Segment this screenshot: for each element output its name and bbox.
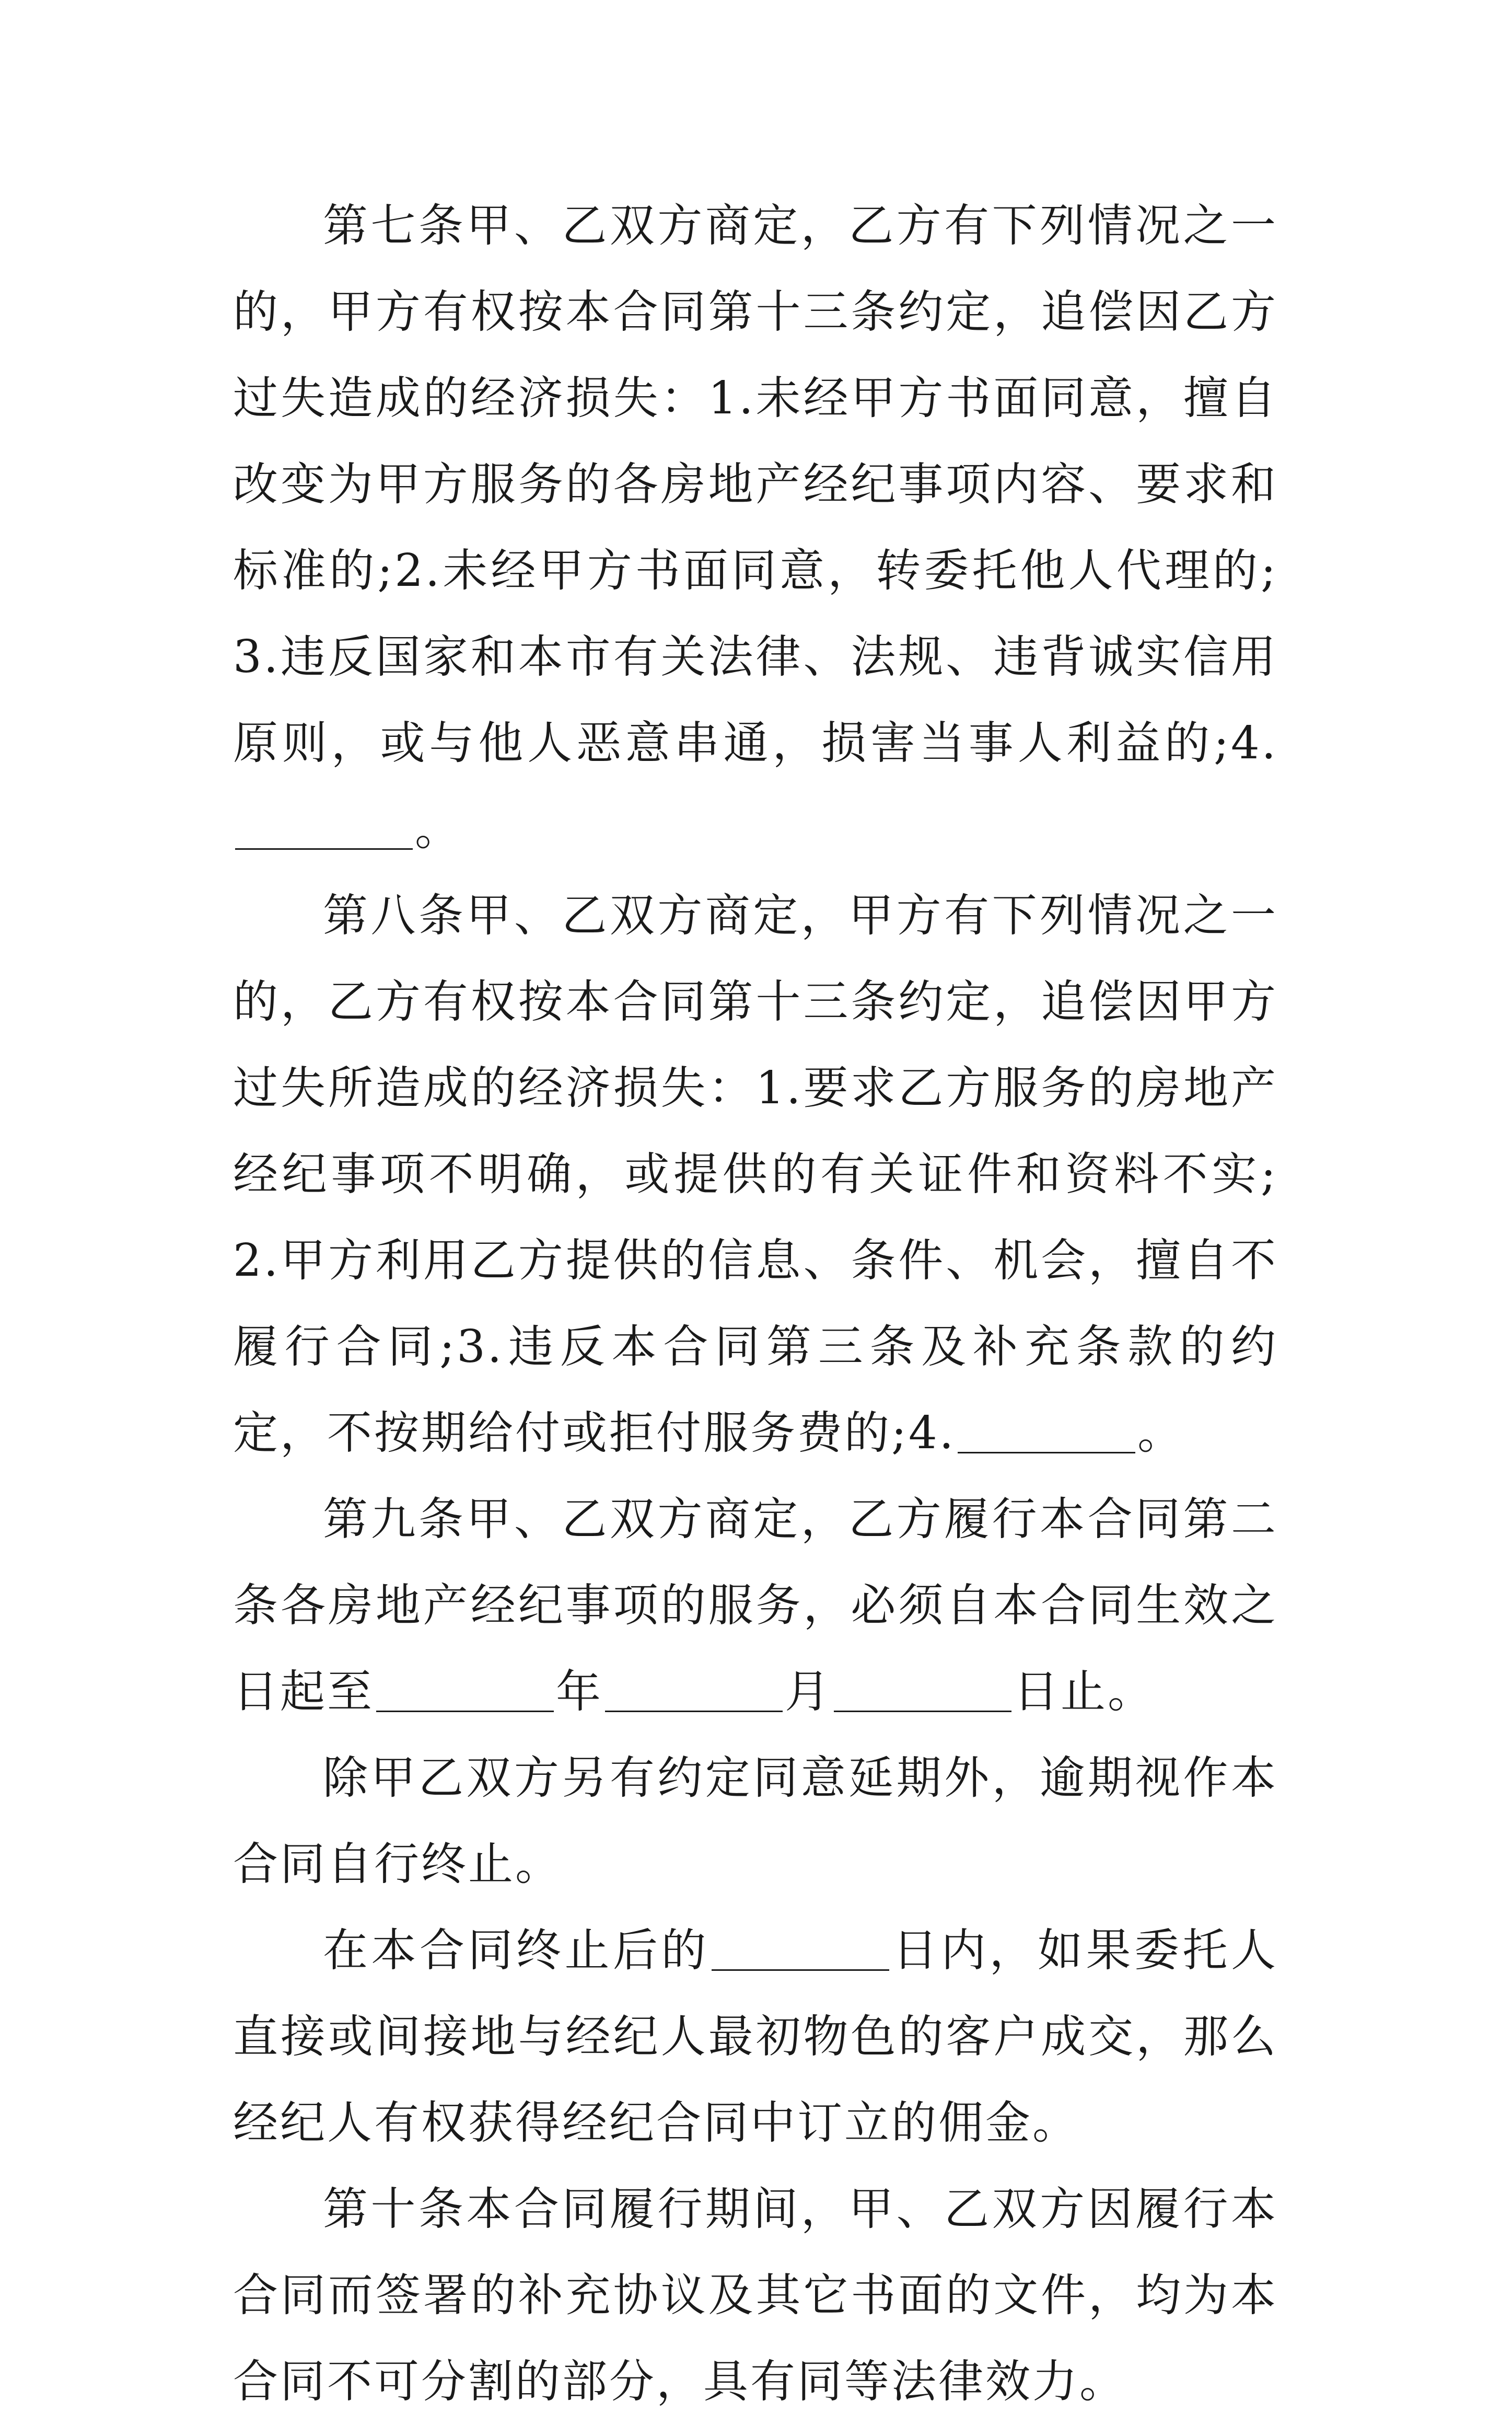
contract-body	[233, 183, 1278, 2425]
commission-paragraph	[233, 1908, 1278, 2166]
article-8-text: 第八条甲、乙双方商定，甲方有下列情况之一的，乙方有权按本合同第十三条约定，追偿因甲方过失所造成的经济损失：1.要求乙方服务的房地产经纪事项不明确，或提供的有关证件和资料不实;2.甲方利用乙方提供的信息、条件、机会，擅自不履行合同;3.违反本合同第三条及补充条款的约定，不按期给付或拒付服务费的;4.	[233, 890, 1278, 1459]
month-blank	[605, 1666, 783, 1712]
commission-text-before: 在本合同终止后的	[323, 1924, 710, 1977]
article-10-text: 第十条本合同履行期间，甲、乙双方因履行本合同而签署的补充协议及其它书面的文件，均为本合同不可分割的部分，具有同等法律效力。	[233, 2183, 1278, 2408]
article-8-paragraph	[233, 873, 1278, 1476]
fill-in-blank	[958, 1407, 1135, 1453]
fill-in-blank	[235, 803, 413, 850]
year-label: 年	[556, 1666, 603, 1718]
month-label: 月	[785, 1666, 832, 1718]
day-label: 日止。	[1014, 1666, 1155, 1718]
article-8-end: 。	[1137, 1407, 1185, 1459]
article-9-text: 第九条甲、乙双方商定，乙方履行本合同第二条各房地产经纪事项的服务，必须自本合同生效之日起至	[233, 1493, 1278, 1718]
article-7-end: 。	[415, 803, 462, 856]
article-7-paragraph	[233, 183, 1278, 873]
commission-text-after: 日内，如果委托人直接或间接地与经纪人最初物色的客户成交，那么经纪人有权获得经纪合同中订立的佣金。	[233, 1924, 1278, 2149]
year-blank	[376, 1666, 554, 1712]
days-blank	[712, 1924, 889, 1971]
extension-text: 除甲乙双方另有约定同意延期外，逾期视作本合同自行终止。	[233, 1752, 1278, 1890]
article-9-paragraph	[233, 1476, 1278, 1735]
day-blank	[834, 1666, 1011, 1712]
article-10-paragraph	[233, 2166, 1278, 2425]
article-7-text: 第七条甲、乙双方商定，乙方有下列情况之一的，甲方有权按本合同第十三条约定，追偿因乙方过失造成的经济损失：1.未经甲方书面同意，擅自改变为甲方服务的各房地产经纪事项内容、要求和标准的;2.未经甲方书面同意，转委托他人代理的;3.违反国家和本市有关法律、法规、违背诚实信用原则，或与他人恶意串通，损害当事人利益的;4.	[233, 200, 1278, 769]
extension-paragraph	[233, 1735, 1278, 1908]
